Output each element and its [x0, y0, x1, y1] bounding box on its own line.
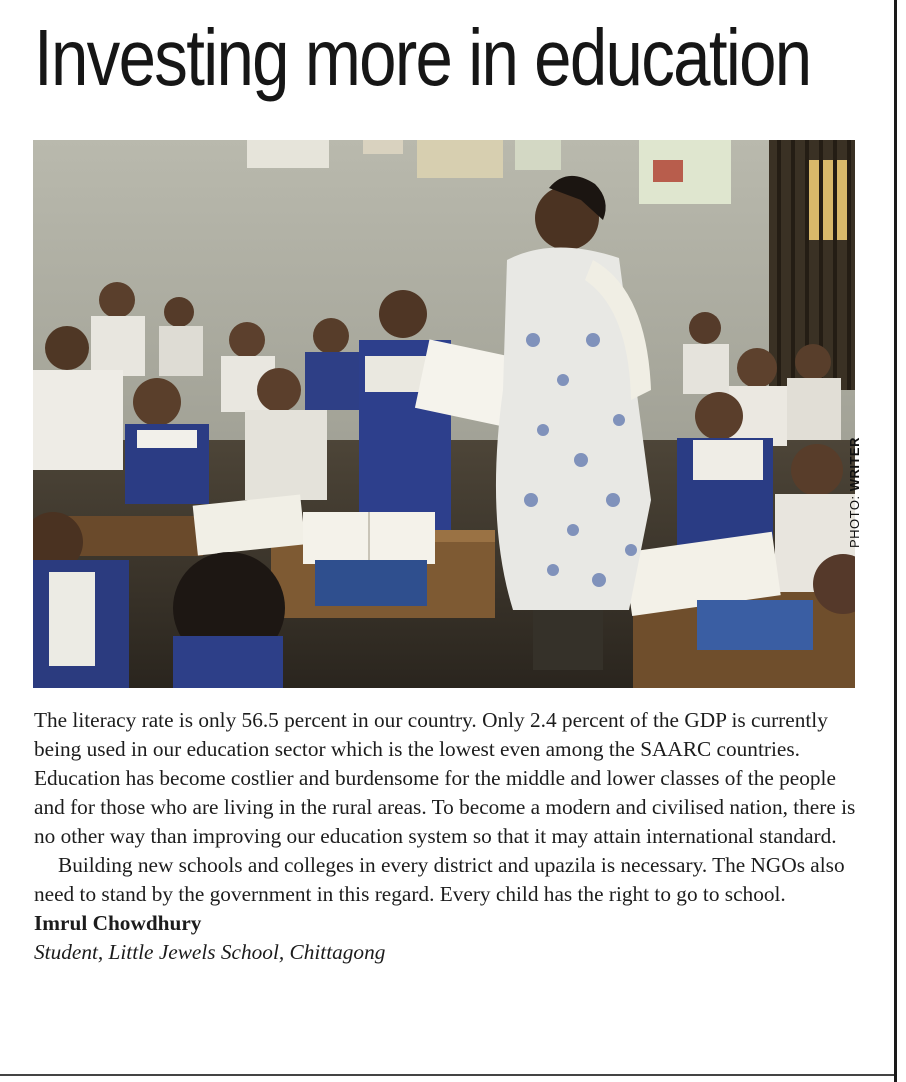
paragraph-1: The literacy rate is only 56.5 percent in our country. Only 2.4 percent of the GDP is currently being used in our education sector which is the lowest even among the SAARC countries. Education has become costlier and burdensome for the middle and lower classes of the people and for those who are living in the rural areas. To become a modern and civilised nation, there is no other way than improving our education system so that it may attain international standard.: [34, 708, 856, 848]
classroom-photo: [33, 140, 855, 688]
author-affiliation: Student, Little Jewels School, Chittagong: [34, 940, 386, 964]
right-column-rule: [894, 0, 897, 1082]
photo-credit-name: WRITER: [847, 437, 862, 492]
letter-body: [34, 706, 856, 967]
bottom-rule: [0, 1074, 894, 1076]
headline: Investing more in education: [34, 13, 811, 102]
photo-credit-prefix: PHOTO:: [847, 491, 862, 548]
paragraph-2: Building new schools and colleges in every district and upazila is necessary. The NGOs also need to stand by the government in this regard. Every child has the right to go to school.: [34, 853, 845, 906]
photo-credit: [846, 408, 864, 548]
author-name: Imrul Chowdhury: [34, 911, 202, 935]
